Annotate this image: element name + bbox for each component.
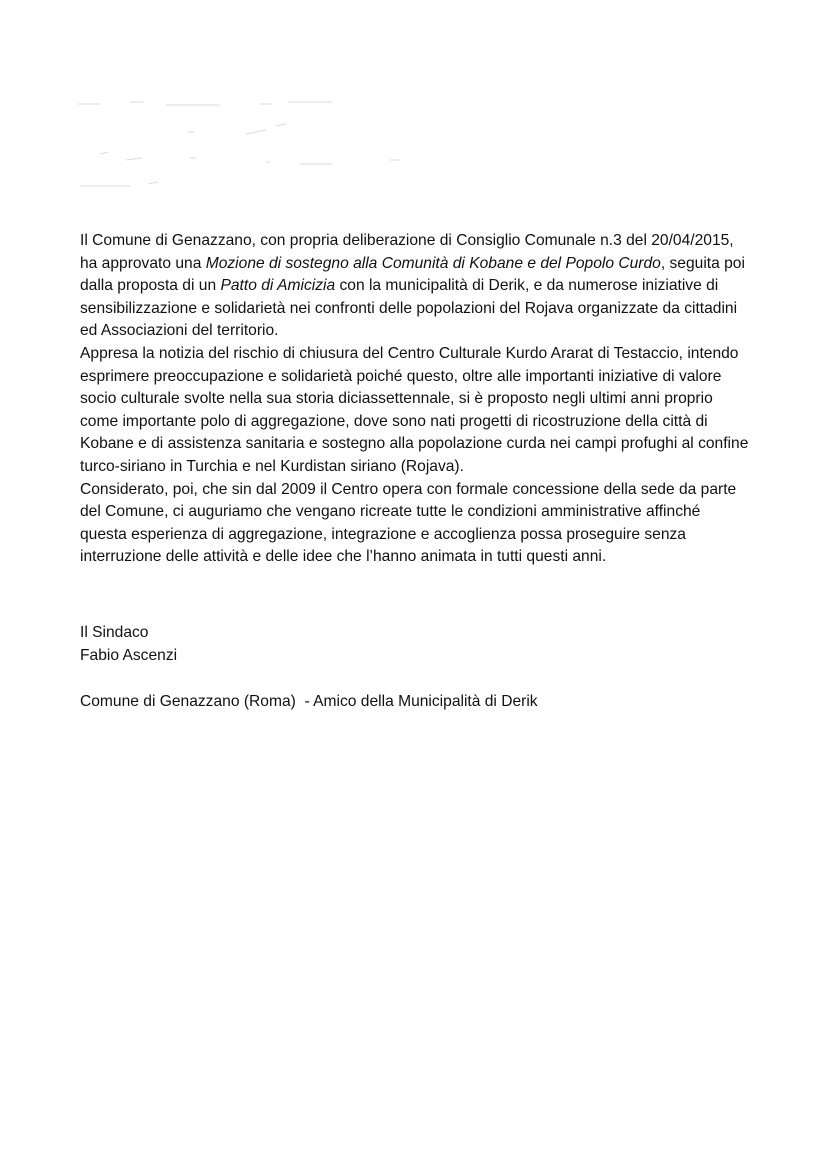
paragraph-1-part-3: con la municipalità di Derik, e da numerose iniziative di sensibilizzazione e solidarietà nei confronti delle popolazioni del Rojava organizzate da cittadini ed Associazioni del territorio.: [80, 277, 738, 340]
footer-line: Comune di Genazzano (Roma) - Amico della Municipalità di Derik: [80, 693, 538, 710]
letter-body: [80, 230, 750, 569]
signature-block: [80, 622, 177, 667]
paragraph-1-italic-motion: Mozione di sostegno alla Comunità di Kobane e del Popolo Curdo: [205, 254, 661, 272]
signature-name: Fabio Ascenzi: [80, 646, 178, 664]
paragraph-1-italic-pact: Patto di Amicizia: [220, 277, 336, 295]
paragraph-closure-news: Appresa la notizia del rischio di chiusura del Centro Culturale Kurdo Ararat di Testaccio, intendo esprimere preoccupazione e solidarietà poiché questo, oltre alle importanti iniziative di valore socio culturale svolte nella sua storia diciassettennale, si è proposto negli ultimi anni proprio come importante polo di aggregazione, dove sono nati progetti di ricostruzione della città di Kobane e di assistenza sanitaria e sostegno alla popolazione curda nei campi profughi al confine turco-siriano in Turchia e nel Kurdistan siriano (Rojava).: [80, 344, 749, 475]
paragraph-deliberation: [80, 230, 750, 343]
paragraph-concession: Considerato, poi, che sin dal 2009 il Centro opera con formale concessione della sede da parte del Comune, ci auguriamo che vengano ricreate tutte le condizioni amministrative affinché questa esperienza di aggregazione, integrazione e accoglienza possa proseguire senza interruzione delle attività e delle idee che l’hanno animata in tutti questi anni.: [80, 480, 737, 566]
signature-role: Il Sindaco: [80, 624, 149, 641]
paragraph-1-part-2: , seguita poi dalla proposta di un: [80, 254, 745, 295]
paragraph-1-part-1: Il Comune di Genazzano, con propria deliberazione di Consiglio Comunale n.3 del 20/04/2015, ha approvato una: [80, 232, 734, 272]
faded-letterhead-marks: [70, 90, 430, 200]
